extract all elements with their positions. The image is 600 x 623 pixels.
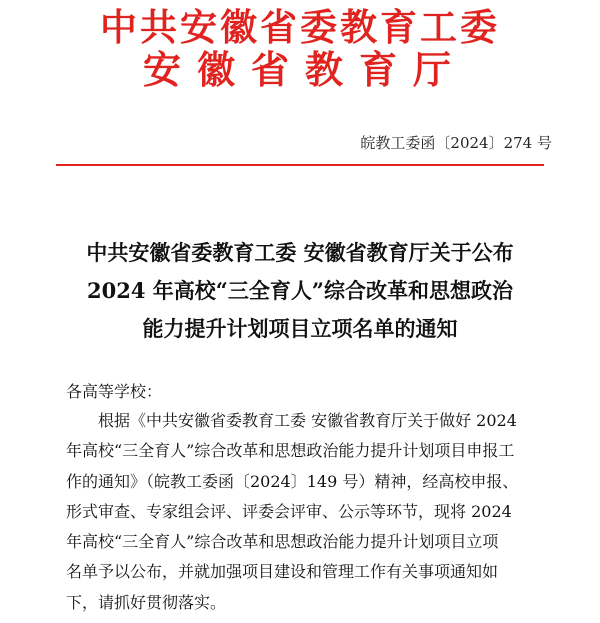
body-line: 作的通知》（皖教工委函〔2024〕149 号）精神，经高校申报、 <box>66 471 519 491</box>
body-line: 名单予以公布，并就加强项目建设和管理工作有关事项通知如 <box>66 562 499 582</box>
body-paragraph <box>66 406 556 618</box>
body-line: 下，请抓好贯彻落实。 <box>66 592 227 612</box>
document-title <box>40 234 560 348</box>
red-divider-rule <box>56 164 544 166</box>
issuer-header-line-2: 安徽省教育厅 <box>142 48 467 92</box>
body-line: 根据《中共安徽省委教育工委 安徽省教育厅关于做好 2024 <box>98 411 517 430</box>
body-line: 形式审查、专家组会评、评委会评审、公示等环节，现将 2024 <box>66 501 512 521</box>
document-number: 皖教工委函〔2024〕274 号 <box>360 134 552 152</box>
title-line-2: 2024 年高校“三全育人”综合改革和思想政治 <box>87 278 513 303</box>
body-line: 年高校“三全育人”综合改革和思想政治能力提升计划项目立项 <box>66 532 499 552</box>
title-line-3: 能力提升计划项目立项名单的通知 <box>142 316 458 341</box>
salutation: 各高等学校： <box>66 382 163 401</box>
issuer-header-line-1: 中共安徽省委教育工委 <box>100 6 500 49</box>
body-line: 年高校“三全育人”综合改革和思想政治能力提升计划项目申报工 <box>66 441 515 461</box>
title-line-1: 中共安徽省委教育工委 安徽省教育厅关于公布 <box>86 240 514 265</box>
